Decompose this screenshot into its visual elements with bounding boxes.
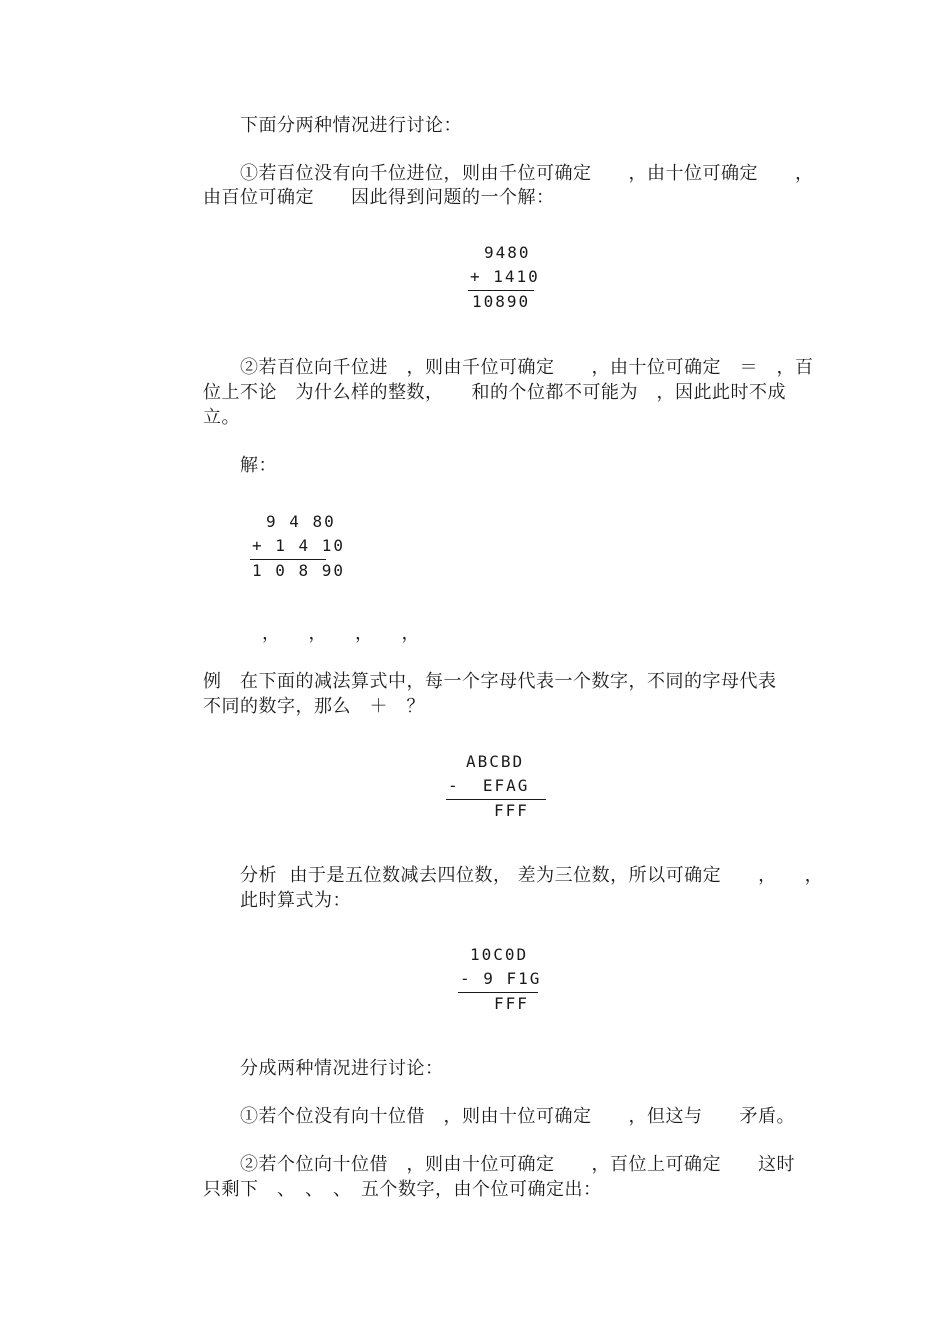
paragraph-two-cases: 分成两种情况进行讨论： <box>240 1058 444 1079</box>
example-line2: 不同的数字，那么 ＋ ？ <box>203 696 425 717</box>
analysis-line1: 分析 由于是五位数减去四位数， 差为三位数，所以可确定 ， ， <box>240 865 824 886</box>
equation-row: - 9 F1G <box>460 969 542 988</box>
equation-row: ABCBD <box>466 752 525 771</box>
paragraph-case1-line2: 由百位可确定 因此得到问题的一个解： <box>203 187 555 208</box>
paragraph-case2-line1: ②若百位向千位进 ，则由千位可确定 ，由十位可确定 ＝ ，百 <box>240 357 814 378</box>
equation-row: - EFAG <box>448 776 530 795</box>
answer-commas: ， ， ， ， <box>262 623 420 644</box>
paragraph-subcase2-line2: 只剩下 、 、 、 五个数字，由个位可确定出： <box>203 1179 602 1200</box>
equation-row: 9 4 80 <box>266 512 336 531</box>
equation-row: + 1410 <box>470 267 540 286</box>
equation-row: 1 0 8 90 <box>252 561 346 580</box>
equation-row: 10890 <box>472 292 531 311</box>
paragraph-intro: 下面分两种情况进行讨论： <box>240 115 462 136</box>
equation-row: 9480 <box>484 243 531 262</box>
paragraph-case2-line3: 立。 <box>203 407 240 428</box>
equation-row: 10C0D <box>470 945 529 964</box>
analysis-line2: 此时算式为： <box>240 890 351 911</box>
paragraph-subcase1: ①若个位没有向十位借 ，则由十位可确定 ，但这与 矛盾。 <box>240 1106 795 1127</box>
equation-row: FFF <box>494 994 529 1013</box>
paragraph-case2-line2: 位上不论 为什么样的整数， 和的个位都不可能为 ，因此此时不成 <box>203 382 786 403</box>
paragraph-case1-line1: ①若百位没有向千位进位，则由千位可确定 ，由十位可确定 ， <box>240 163 814 184</box>
equation-row: + 1 4 10 <box>252 536 346 555</box>
paragraph-subcase2-line1: ②若个位向十位借 ，则由十位可确定 ，百位上可确定 这时 <box>240 1154 795 1175</box>
answer-label: 解： <box>240 455 277 476</box>
equation-row: FFF <box>494 801 529 820</box>
example-line1: 例 在下面的减法算式中，每一个字母代表一个数字，不同的字母代表 <box>203 671 777 692</box>
